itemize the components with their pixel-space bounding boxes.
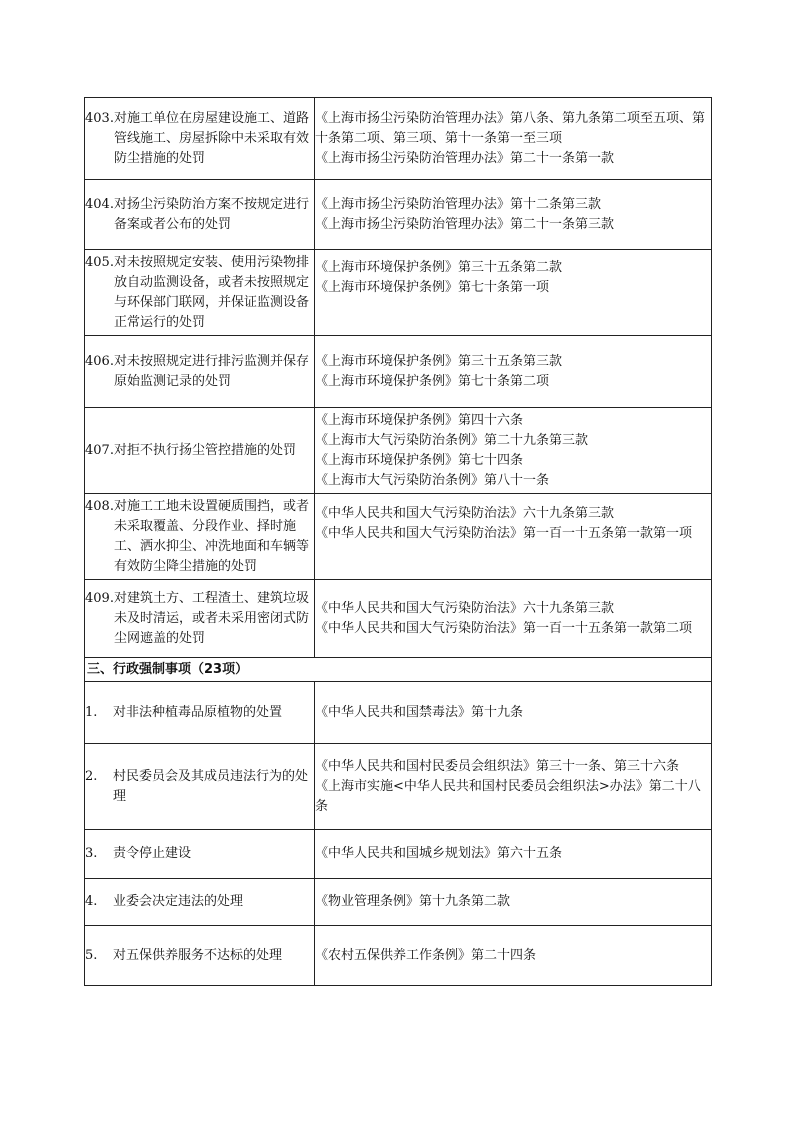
legal-basis: 《上海市环境保护条例》第三十五条第二款 [315,260,563,275]
item-cell [85,336,315,408]
table-row [85,180,712,250]
basis-cell [315,926,712,986]
item-text: 对未按照规定安装、使用污染物排放自动监测设备，或者未按照规定与环保部门联网，并保证监测设备正常运行的处罚 [113,254,309,330]
legal-basis: 《物业管理条例》第十九条第二款 [315,894,511,909]
legal-basis: 《上海市扬尘污染防治管理办法》第二十一条第三款 [315,216,615,232]
table-row [85,250,712,336]
legal-basis: 《上海市扬尘污染防治管理办法》第八条、第九条第二项至五项、第十条第二项、第三项、第十一条第一至三项 [315,110,706,146]
legal-basis: 《上海市环境保护条例》第四十六条 [315,412,524,428]
legal-basis: 《中华人民共和国禁毒法》第十九条 [315,704,524,720]
table-row [85,580,712,658]
basis-cell [315,408,712,494]
item-text: 对拒不执行扬尘管控措施的处罚 [113,442,296,458]
item-text: 对五保供养服务不达标的处理 [113,947,283,963]
basis-cell [315,580,712,658]
basis-cell [315,98,712,180]
basis-cell [315,682,712,744]
item-cell [85,98,315,180]
table-row [85,879,712,926]
item-number: 404. [85,196,114,212]
item-text: 对未按照规定进行排污监测并保存原始监测记录的处罚 [113,353,309,389]
legal-basis: 《上海市实施<中华人民共和国村民委员会组织法>办法》第二十八条 [315,778,701,814]
item-number: 406. [85,353,114,369]
item-cell [85,682,315,744]
table-row [85,830,712,879]
basis-cell [315,494,712,580]
legal-basis: 《中华人民共和国大气污染防治法》六十九条第三款 [315,600,615,616]
item-cell [85,250,315,336]
item-text: 责令停止建设 [113,846,192,861]
item-number: 2. [85,768,98,784]
item-text: 对建筑土方、工程渣土、建筑垃圾未及时清运，或者未采用密闭式防尘网遮盖的处罚 [113,590,309,646]
item-number: 1. [85,704,98,720]
item-number: 5. [85,947,98,963]
basis-cell [315,879,712,926]
table-row [85,682,712,744]
legal-basis: 《中华人民共和国大气污染防治法》六十九条第三款 [315,506,615,521]
item-number: 409. [85,590,114,606]
item-text: 对施工单位在房屋建设施工、道路管线施工、房屋拆除中未采取有效防尘措施的处罚 [113,110,309,166]
section-title: 三、行政强制事项（23项） [85,658,712,682]
table-row [85,336,712,408]
item-cell [85,926,315,986]
section-row [85,658,712,682]
basis-cell [315,180,712,250]
item-text: 村民委员会及其成员违法行为的处理 [113,768,309,804]
basis-cell [315,830,712,879]
table-row [85,744,712,830]
table-row [85,926,712,986]
item-text: 对非法种植毒品原植物的处置 [113,704,283,720]
item-number: 405. [85,254,114,270]
item-cell [85,580,315,658]
legal-basis: 《上海市扬尘污染防治管理办法》第十二条第三款 [315,196,602,212]
legal-basis: 《上海市环境保护条例》第七十条第一项 [315,280,550,295]
legal-basis: 《上海市环境保护条例》第七十条第二项 [315,373,550,389]
basis-cell [315,744,712,830]
item-cell [85,879,315,926]
item-cell [85,744,315,830]
table-row [85,494,712,580]
legal-basis: 《中华人民共和国大气污染防治法》第一百一十五条第一款第一项 [315,526,693,541]
item-text: 对扬尘污染防治方案不按规定进行备案或者公布的处罚 [113,196,309,232]
table-row [85,98,712,180]
legal-basis: 《上海市大气污染防治条例》第二十九条第三款 [315,432,589,448]
item-number: 408. [85,498,114,514]
item-number: 3. [85,846,98,861]
legal-basis: 《中华人民共和国城乡规划法》第六十五条 [315,846,563,861]
legal-basis: 《中华人民共和国村民委员会组织法》第三十一条、第三十六条 [315,758,680,774]
legal-basis: 《上海市环境保护条例》第三十五条第三款 [315,353,563,369]
item-cell [85,180,315,250]
item-number: 4. [85,894,98,909]
basis-cell [315,250,712,336]
legal-basis: 《中华人民共和国大气污染防治法》第一百一十五条第一款第二项 [315,620,693,636]
document-table [84,97,712,986]
legal-basis: 《上海市环境保护条例》第七十四条 [315,452,524,468]
legal-basis: 《农村五保供养工作条例》第二十四条 [315,947,537,963]
item-number: 407. [85,442,114,458]
item-number: 403. [85,110,114,126]
item-cell [85,408,315,494]
item-cell [85,494,315,580]
item-text: 对施工工地未设置硬质围挡，或者未采取覆盖、分段作业、择时施工、洒水抑尘、冲洗地面和车辆等有效防尘降尘措施的处罚 [113,498,309,574]
legal-basis: 《上海市扬尘污染防治管理办法》第二十一条第一款 [315,150,615,166]
item-cell [85,830,315,879]
legal-basis: 《上海市大气污染防治条例》第八十一条 [315,472,550,488]
basis-cell [315,336,712,408]
table-row [85,408,712,494]
item-text: 业委会决定违法的处理 [113,894,244,909]
